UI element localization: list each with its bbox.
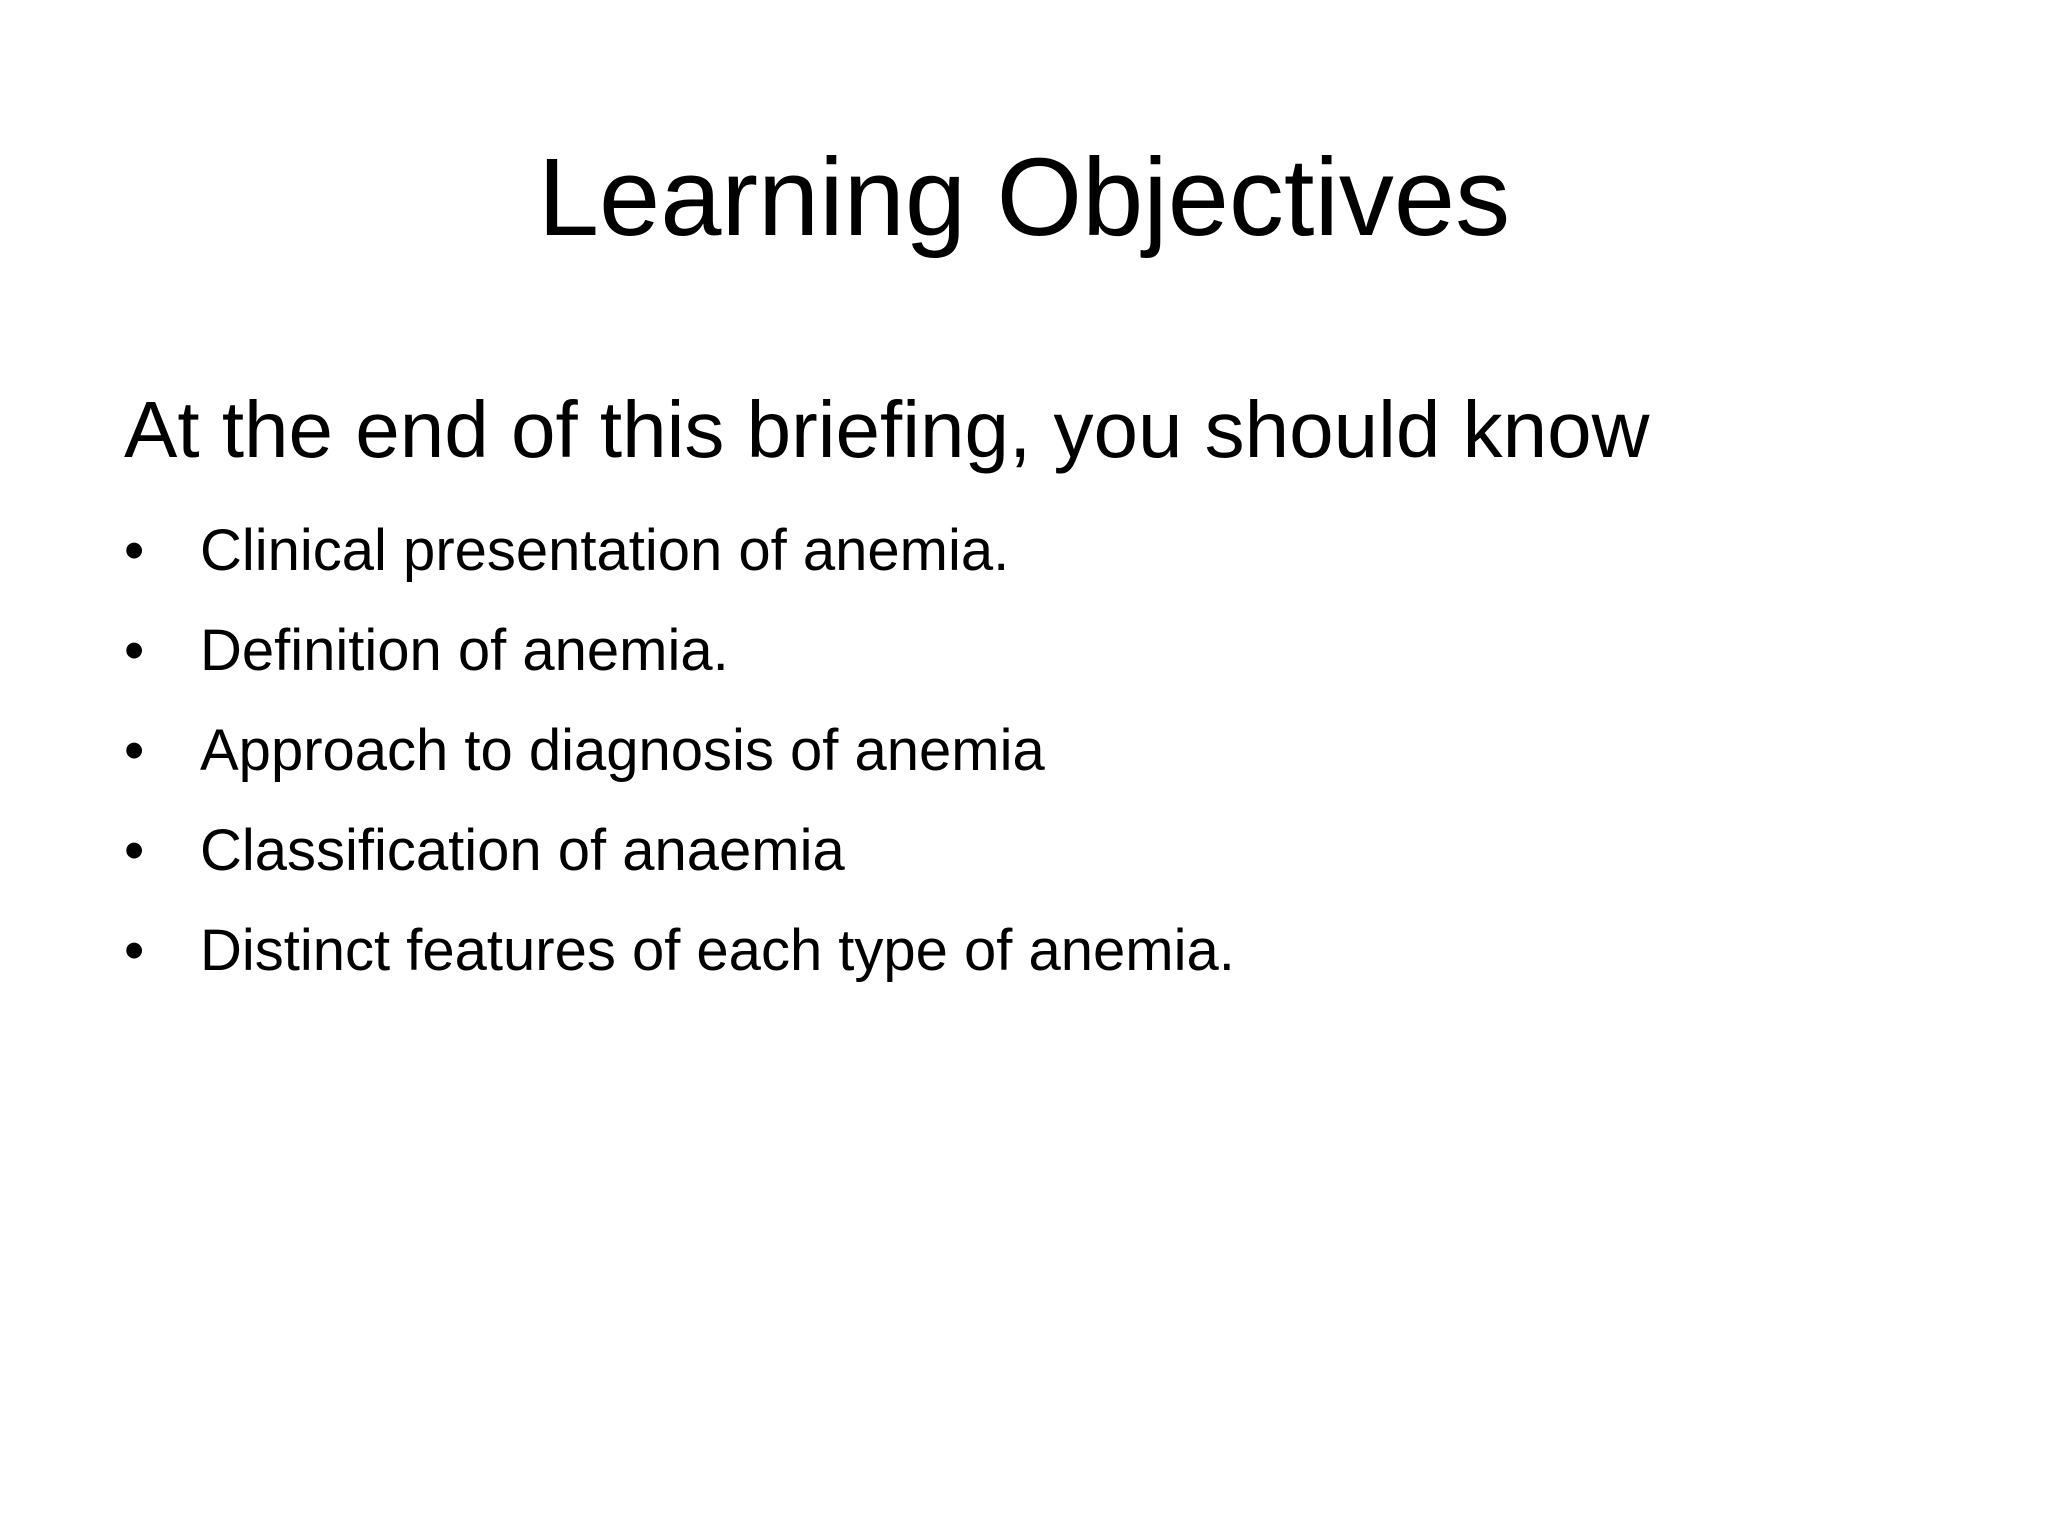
bullet-icon: • — [124, 817, 145, 883]
bullet-icon: • — [124, 717, 145, 783]
list-item — [124, 800, 1924, 900]
slide-title: Learning Objectives — [537, 136, 1511, 259]
list-item — [124, 700, 1924, 800]
objectives-list — [124, 500, 1924, 1000]
bullet-icon: • — [124, 617, 145, 683]
list-item-text: Definition of anemia. — [200, 617, 729, 683]
bullet-icon: • — [124, 917, 145, 983]
list-item — [124, 600, 1924, 700]
intro-text: At the end of this briefing, you should know — [124, 385, 1650, 474]
list-item-text: Clinical presentation of anemia. — [200, 517, 1010, 583]
list-item — [124, 900, 1924, 1000]
list-item-text: Distinct features of each type of anemia. — [200, 917, 1235, 983]
bullet-icon: • — [124, 517, 145, 583]
list-item — [124, 500, 1924, 600]
list-item-text: Classification of anaemia — [200, 817, 845, 883]
list-item-text: Approach to diagnosis of anemia — [200, 717, 1045, 783]
